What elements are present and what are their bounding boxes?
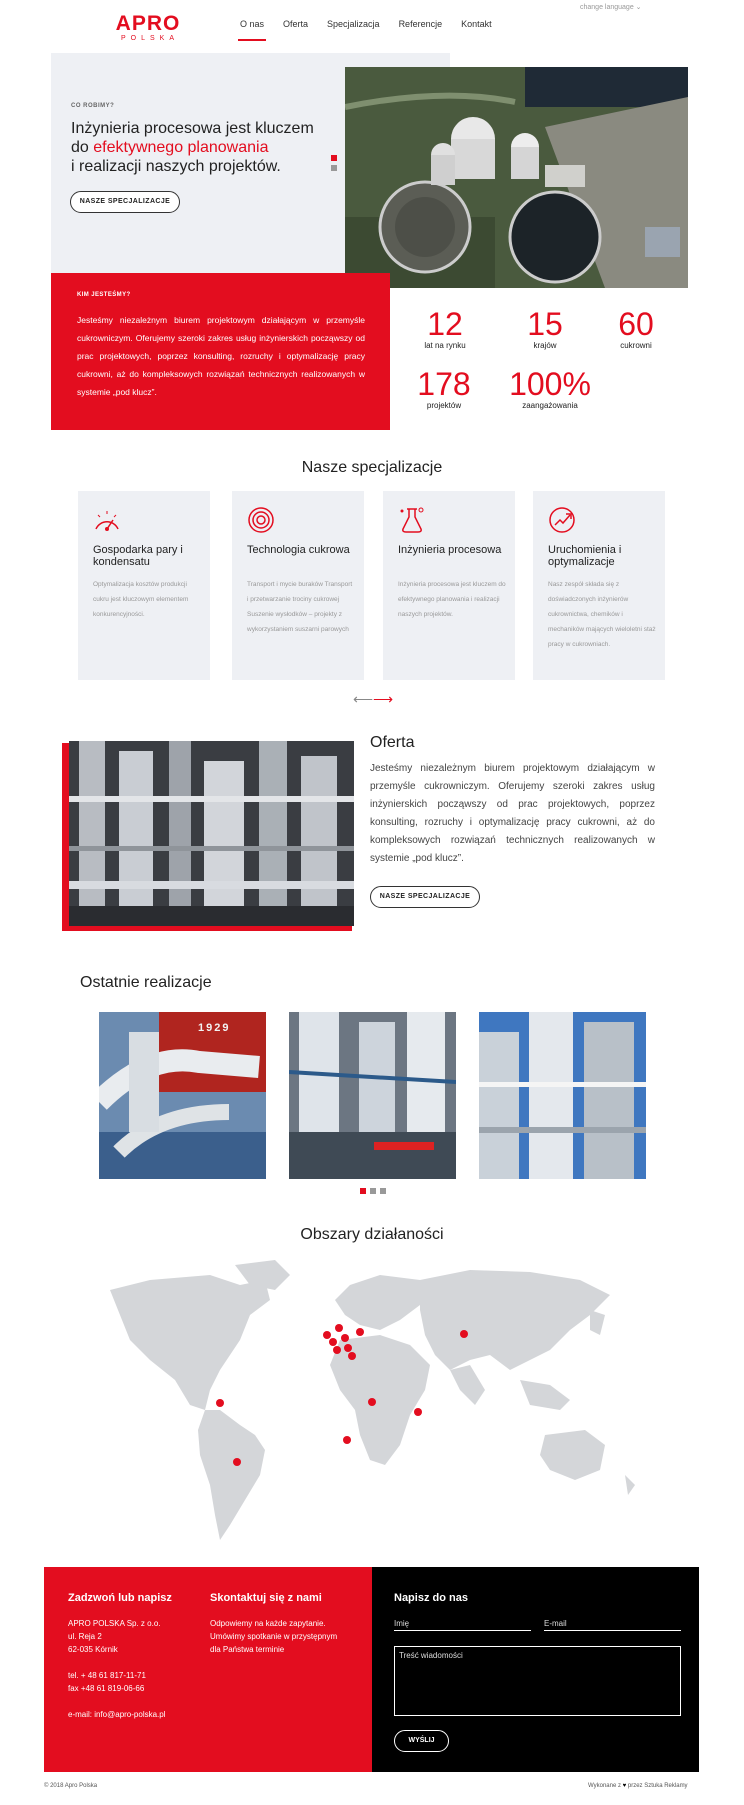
logo-main: APRO [115,12,181,35]
about-kicker: KIM JESTEŚMY? [77,292,131,298]
hero-title-line1: Inżynieria procesowa jest kluczem [71,120,314,137]
nav-oferta[interactable]: Oferta [283,19,309,29]
language-label: change language [580,4,634,11]
footer-contact-panel [44,1567,372,1772]
message-textarea[interactable] [394,1646,681,1716]
footer-city: 62-035 Kórnik [68,1645,118,1654]
credit-text-b: przez Sztuka Reklamy [627,1783,688,1789]
spec-card-title: Technologia cukrowa [247,544,350,556]
chevron-down-icon: ⌄ [635,4,642,11]
stat-years [405,307,485,350]
hero-kicker: CO ROBIMY? [71,103,115,109]
target-icon [246,505,276,535]
flask-icon [397,505,427,535]
footer-contact-text: Odpowiemy na każde zapytanie. Umówimy spotkanie w przystępnym dla Państwa terminie [210,1619,338,1654]
arrow-left-icon[interactable]: ⟵ [353,691,374,707]
stat-label: projektów [426,401,462,410]
footer-email[interactable]: e-mail: info@apro-polska.pl [68,1710,166,1719]
carousel-dot[interactable] [380,1188,386,1194]
footer-address [68,1617,161,1656]
stat-label: lat na rynku [424,341,466,350]
nav-specjalizacja[interactable]: Specjalizacja [327,19,380,29]
heart-icon: ♥ [622,1783,627,1789]
credit-text-a: Wykonane z [588,1783,621,1789]
offer-image-pipes [69,741,354,926]
map-title: Obszary działaności [300,1226,444,1243]
slider-indicator[interactable] [331,165,337,171]
name-input[interactable] [394,1617,531,1631]
hero-specializations-button[interactable]: NASZE SPECJALIZACJE [70,191,180,213]
spec-card-sugar-tech[interactable] [232,491,364,680]
spec-card-title: Inżynieria procesowa [398,544,502,556]
stat-commitment [500,367,600,410]
main-nav [240,19,492,29]
nav-referencje[interactable]: Referencje [398,19,443,29]
about-text: Jesteśmy niezależnym biurem projektowym działającym w przemyśle cukrowniczym. Oferujemy szeroki zakres usług inżynierskich począwszy od prac projektowych, poprzez konsulting, rozruchy i optymalizację pracy cukrowni, aż do kompleksowych rozwiązań technicznych realizowanych w systemie „pod klucz”. [77,315,365,397]
stat-label: krajów [533,341,557,350]
nav-kontakt[interactable]: Kontakt [461,19,492,29]
stat-value: 15 [527,306,563,342]
spec-card-steam[interactable] [78,491,210,680]
spec-card-desc: Optymalizacja kosztów produkcji cukru jest kluczowym elementem konkurencyjności. [93,581,189,618]
send-button[interactable]: WYŚLIJ [394,1730,449,1752]
spec-card-title: Gospodarka pary i kondensatu [93,544,183,568]
stat-value: 178 [417,366,471,402]
specializations-title: Nasze specjalizacje [301,459,443,476]
spec-card-commissioning[interactable] [533,491,665,680]
footer-tel[interactable]: tel. + 48 61 817-11-71 [68,1671,146,1680]
about-panel [51,273,390,430]
arrow-right-icon[interactable]: ⟶ [373,691,394,707]
form-title: Napisz do nas [394,1592,468,1604]
footer-fax: fax +48 61 819-06-66 [68,1684,145,1693]
stat-label: cukrowni [620,341,652,350]
projects-title: Ostatnie realizacje [80,974,212,991]
hero-title-line2a: do [71,139,94,156]
project-image-1[interactable] [99,1012,266,1179]
hero-title-line3: i realizacji naszych projektów. [71,158,281,175]
stat-value: 60 [618,306,654,342]
growth-chart-icon [547,505,577,535]
copyright: © 2018 Apro Polska [44,1783,98,1789]
nav-o-nas[interactable]: O nas [240,19,265,29]
email-input[interactable] [544,1617,681,1631]
footer-company: APRO POLSKA Sp. z o.o. [68,1619,161,1628]
spec-card-desc: Inżynieria procesowa jest kluczem do efektywnego planowania i realizacji naszych projektów. [398,581,506,618]
carousel-dot-active[interactable] [360,1188,366,1194]
footer-call-title: Zadzwoń lub napisz [68,1592,172,1604]
offer-text: Jesteśmy niezależnym biurem projektowym działającym w przemyśle cukrowniczym. Oferujemy szeroki zakres usług inżynierskich począwszy od prac projektowych, poprzez konsulting, rozruchy i optymalizację pracy cukrowni, aż do kompleksowych rozwiązań technicznych realizowanych w systemie „pod klucz”. [370,763,655,864]
stat-label: zaangażowania [522,401,578,410]
logo-sub: POLSKA [120,35,179,42]
stat-value: 100% [509,366,591,402]
project-image-3[interactable] [479,1012,646,1179]
project-sign: 1929 [198,1022,231,1034]
stat-countries [505,307,585,350]
footer-street: ul. Reja 2 [68,1632,102,1641]
hero-title-highlight: efektywnego planowania [93,139,269,156]
offer-title: Oferta [370,734,415,751]
hero-title [71,119,331,176]
world-map [90,1260,650,1550]
slider-indicator-active[interactable] [331,155,337,161]
footer-phones [68,1669,146,1695]
gauge-icon [92,505,122,535]
offer-specializations-button[interactable]: NASZE SPECJALIZACJE [370,886,480,908]
spec-card-title: Uruchomienia i optymalizacje [548,544,622,568]
spec-card-process-eng[interactable] [383,491,515,680]
stat-projects [404,367,484,410]
project-image-2[interactable] [289,1012,456,1179]
logo[interactable] [108,14,188,43]
hero-image-plant [345,67,688,288]
language-switch[interactable] [580,3,642,11]
carousel-dot[interactable] [370,1188,376,1194]
stat-sugar-plants [596,307,676,350]
footer-form-panel [372,1567,699,1772]
spec-card-desc: Transport i mycie buraków Transport i przetwarzanie trociny cukrowej Suszenie wysłodków – projekty z wykorzystaniem suszarni parowych [247,581,353,633]
stat-value: 12 [427,306,463,342]
footer-contact-title: Skontaktuj się z nami [210,1592,322,1604]
spec-card-desc: Nasz zespół składa się z doświadczonych inżynierów cukrownictwa, chemików i mechaników mających wieloletni staż pracy w cukrowniach. [548,581,656,648]
credits[interactable] [588,1783,688,1789]
